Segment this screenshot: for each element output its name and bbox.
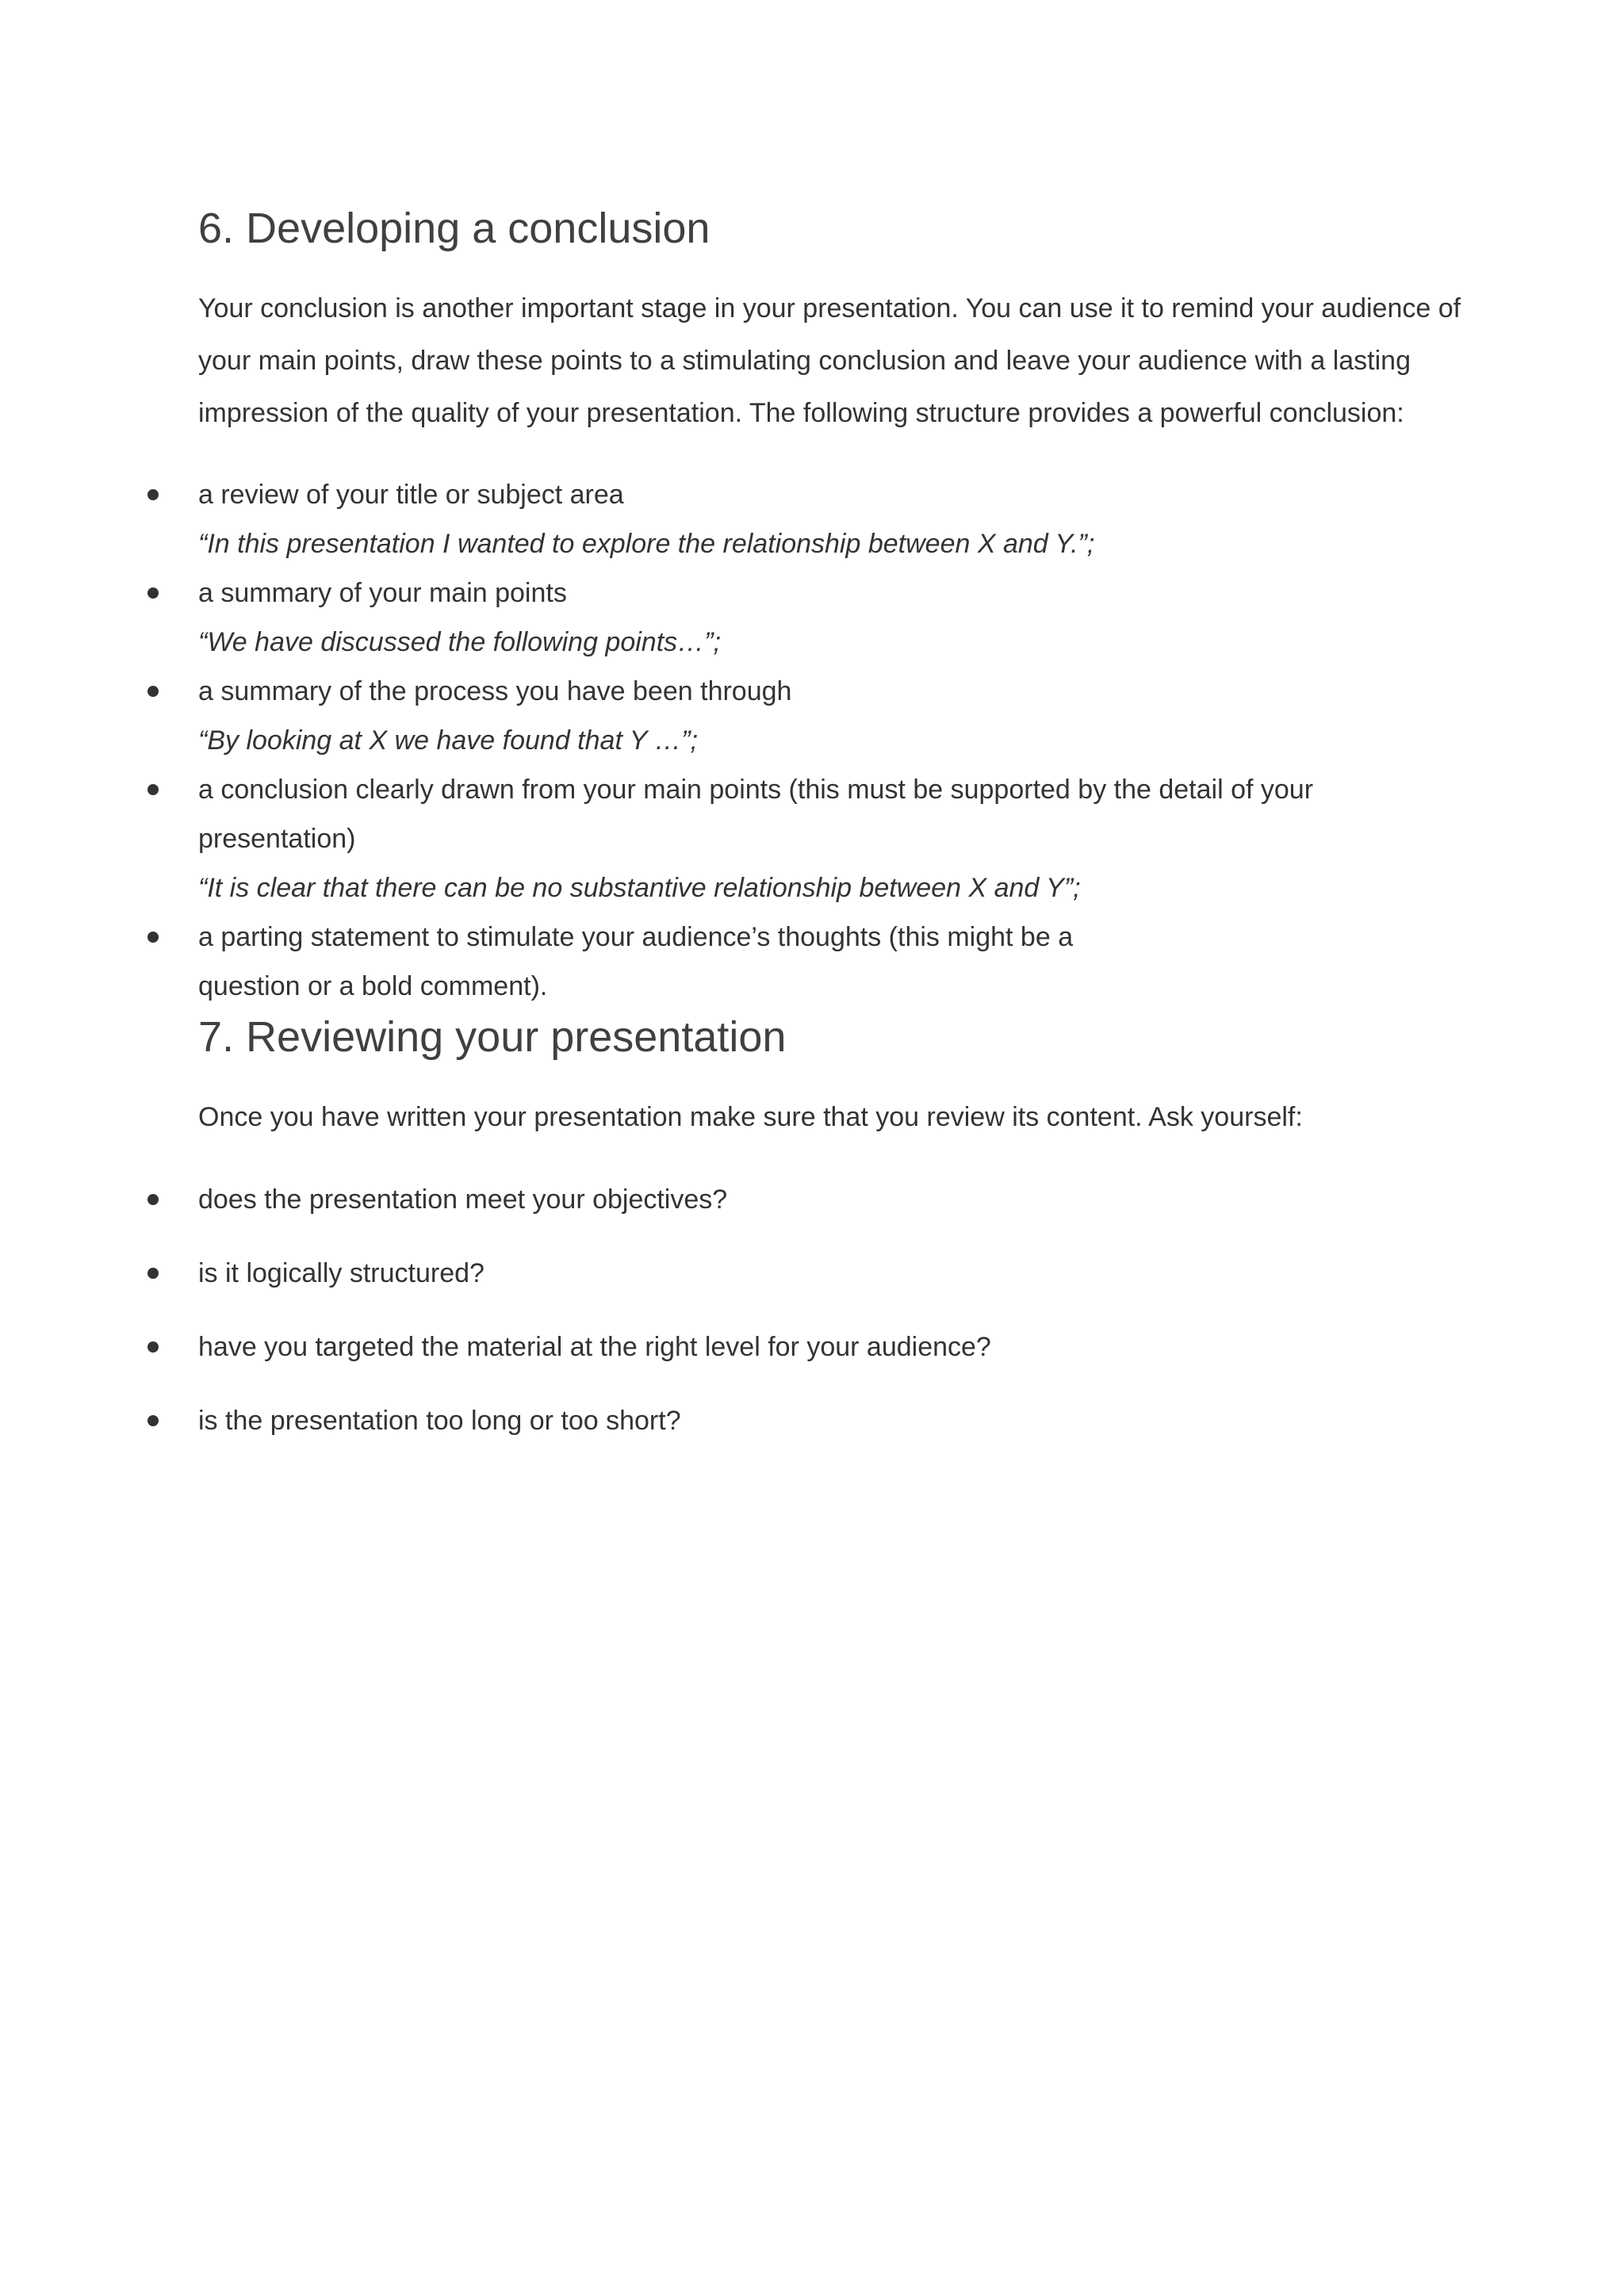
section-7-intro-paragraph — [198, 1091, 1451, 1143]
list-item-example: “In this presentation I wanted to explore the relationship between X and Y.”; — [198, 529, 1095, 559]
bullet-icon — [147, 932, 159, 943]
list-item — [198, 470, 1435, 568]
list-item-text: is the presentation too long or too short? — [198, 1406, 681, 1436]
list-item-text: a conclusion clearly drawn from your main points (this must be supported by the detail of your — [198, 775, 1314, 805]
list-item-text: question or a bold comment). — [198, 971, 548, 1001]
list-item — [198, 1175, 1435, 1224]
list-item — [198, 1322, 1435, 1372]
list-item-text: presentation) — [198, 824, 356, 854]
bullet-icon — [147, 1415, 159, 1426]
section-7 — [198, 1011, 1451, 1063]
list-item-text: a summary of the process you have been through — [198, 676, 792, 706]
list-item — [198, 568, 1435, 667]
bullet-icon — [147, 784, 159, 795]
intro-line: your main points, draw these points to a stimulating conclusion and leave your audience with a lasting — [198, 346, 1411, 376]
intro-line: impression of the quality of your presentation. The following structure provides a powerful conclusion: — [198, 398, 1404, 428]
list-item-text: does the presentation meet your objectives? — [198, 1184, 728, 1215]
section-7-heading: 7. Reviewing your presentation — [198, 1013, 787, 1061]
list-item — [198, 1249, 1435, 1298]
section-6-heading: 6. Developing a conclusion — [198, 205, 710, 252]
intro-line: Once you have written your presentation make sure that you review its content. Ask yourself: — [198, 1102, 1303, 1132]
list-item — [198, 765, 1435, 913]
list-item — [198, 667, 1435, 765]
list-item-text: a parting statement to stimulate your audience’s thoughts (this might be a — [198, 922, 1074, 952]
list-item — [198, 913, 1435, 1011]
list-item-text: a summary of your main points — [198, 578, 567, 608]
section-6-intro-paragraph — [198, 282, 1461, 439]
bullet-icon — [147, 1268, 159, 1279]
bullet-icon — [147, 686, 159, 697]
bullet-icon — [147, 587, 159, 599]
list-item-text: a review of your title or subject area — [198, 480, 624, 510]
list-item — [198, 1396, 1435, 1445]
section-6-intro — [198, 282, 1461, 439]
bullet-icon — [147, 1194, 159, 1205]
list-item-example: “We have discussed the following points…”; — [198, 627, 721, 657]
list-item-example: “It is clear that there can be no substantive relationship between X and Y”; — [198, 873, 1081, 903]
intro-line: Your conclusion is another important stage in your presentation. You can use it to remind your audience of — [198, 293, 1461, 323]
list-item-example: “By looking at X we have found that Y …”; — [198, 725, 698, 756]
list-item-text: have you targeted the material at the right level for your audience? — [198, 1332, 991, 1362]
list-item-text: is it logically structured? — [198, 1258, 485, 1288]
bullet-icon — [147, 489, 159, 500]
section-7-intro — [198, 1091, 1451, 1143]
bullet-icon — [147, 1341, 159, 1353]
section-6 — [198, 202, 1451, 254]
